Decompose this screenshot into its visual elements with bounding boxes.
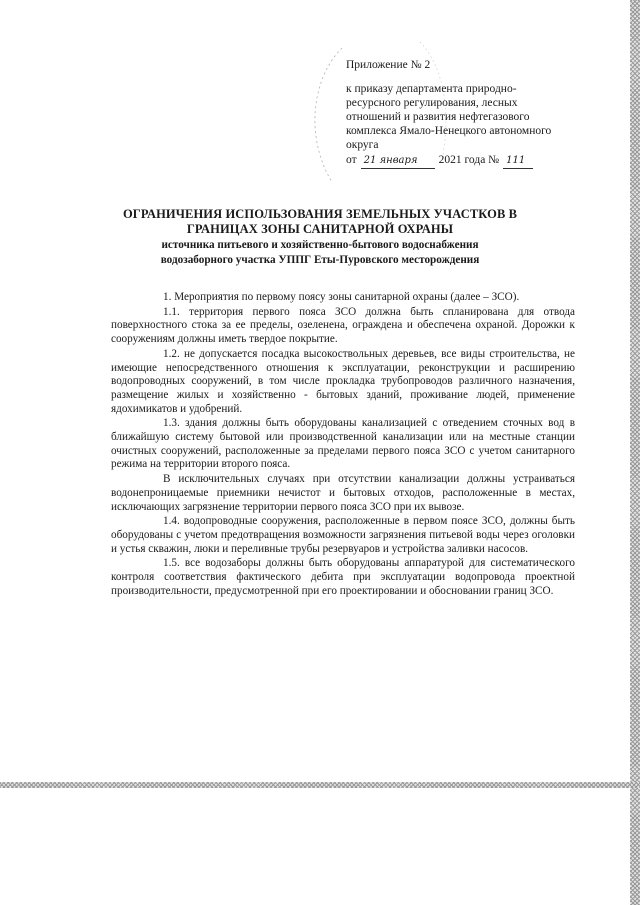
date-line [346,153,556,169]
handwritten-number: 111 [503,154,533,169]
paragraph: 1.2. не допускается посадка высокоствольных деревьев, все виды строительства, не имеющие непосредственного отношения к эксплуатации, реконструкции и расширению водопроводных сооружений, в том числе прокладка трубопроводов различного назначения, размещение жилых и хозяйственно - бытовых зданий, проживание людей, применение ядохимикатов и удобрений. [111,347,575,415]
date-prefix: от [346,154,357,166]
title-line-3: источника питьевого и хозяйственно-бытового водоснабжения [161,239,479,251]
scan-edge-right [630,0,640,905]
appendix-body: к приказу департамента природно-ресурсного регулирования, лесных отношений и развития нефтегазового комплекса Ямало-Ненецкого автономного округа [346,83,552,151]
paragraph: 1.5. все водозаборы должны быть оборудованы аппаратурой для систематического контроля соответствия фактического дебита при эксплуатации водопровода проектной производительности, предусмотренной при его проектировании и обосновании границ ЗСО. [111,557,575,597]
paragraph: 1.1. территория первого пояса ЗСО должна быть спланирована для отвода поверхностного стока за ее пределы, озеленена, ограждена и обеспечена охраной. Дорожки к сооружениям должны иметь твердое покрытие. [111,305,575,346]
title-line-1: ОГРАНИЧЕНИЯ ИСПОЛЬЗОВАНИЯ ЗЕМЕЛЬНЫХ УЧАСТКОВ В [122,207,518,221]
document-body [111,291,575,599]
appendix-block [346,58,556,169]
scan-edge-bottom [0,782,640,788]
paragraph: 1.3. здания должны быть оборудованы канализацией с отведением сточных вод в ближайшую систему бытовой или производственной канализации или на местные станции очистных сооружений, расположенные за пределами первого пояса ЗСО с учетом санитарного режима на территории второго пояса. [111,417,575,471]
paragraph: В исключительных случаях при отсутствии канализации должны устраиваться водонепроницаемые приемники нечистот и бытовых отходов, расположенные в местах, исключающих загрязнение территории первого пояса ЗСО при их вывозе. [111,473,575,513]
title-line-2: ГРАНИЦАХ ЗОНЫ САНИТАРНОЙ ОХРАНЫ [186,222,454,236]
year-text: 2021 года № [438,154,500,166]
paragraph: 1.4. водопроводные сооружения, расположенные в первом поясе ЗСО, должны быть оборудованы с учетом предотвращения возможности загрязнения питьевой воды через оголовки и устья скважин, люки и переливные трубы резервуаров и устройства заливки насосов. [111,515,575,555]
paragraph: 1. Мероприятия по первому поясу зоны санитарной охраны (далее – ЗСО). [163,291,520,303]
document-title [100,207,540,267]
title-line-4: водозаборного участка УППГ Еты-Пуровского месторождения [160,254,480,266]
appendix-title: Приложение № 2 [346,59,431,71]
handwritten-date: 21 января [361,154,435,169]
